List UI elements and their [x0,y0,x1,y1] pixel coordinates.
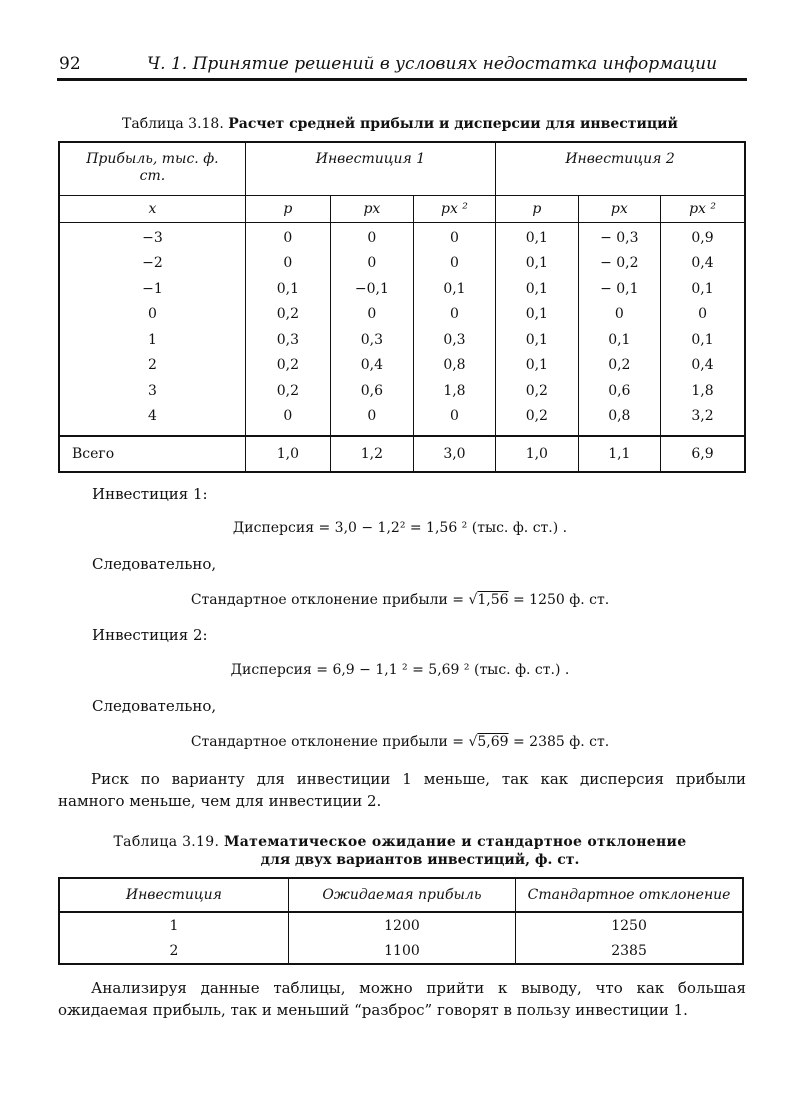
table-cell: 0 [330,404,413,437]
table-cell: 0,2 [578,353,660,379]
table2-caption-line2: для двух вариантов инвестиций, ф. ст. [260,852,580,868]
total-cell: 1,0 [496,436,578,472]
table-cell: 0,3 [413,327,495,353]
table-cell: − 0,3 [578,223,660,251]
table-cell: 0,2 [496,378,578,404]
subheader-4: p [496,196,578,223]
table-cell: 0,1 [496,251,578,277]
subheader-3: px ² [413,196,495,223]
header-investment-1: Инвестиция 1 [245,142,495,196]
subheader-5: px [578,196,660,223]
table-cell: 0,4 [330,353,413,379]
std1-radicand: 1,56 [477,592,509,608]
std1-suffix: = 1250 ф. ст. [508,592,610,608]
therefore-1: Следовательно, [92,555,217,573]
table-cell: 0,1 [661,276,745,302]
table-cell: 1 [59,327,245,353]
table-cell: 0,1 [496,327,578,353]
table2-header-0: Инвестиция [59,878,288,912]
table1-caption-title: Расчет средней прибыли и дисперсии для инвестиций [228,116,678,132]
table-cell: 1 [59,912,288,938]
table-cell: 0,2 [496,404,578,437]
table-cell: 1,8 [413,378,495,404]
table-cell: 0,2 [245,302,330,328]
table2-caption-line1: Математическое ожидание и стандартное отклонение [223,834,687,850]
table-cell: 0,3 [245,327,330,353]
table2-header-1: Ожидаемая прибыль [288,878,515,912]
table-cell: 3,2 [661,404,745,437]
table-row [59,912,743,938]
table-cell: 0 [413,302,495,328]
variance-formula-1: Дисперсия = 3,0 − 1,2² = 1,56 ² (тыс. ф. ст.) . [232,520,568,536]
variance-formula-2: Дисперсия = 6,9 − 1,1 ² = 5,69 ² (тыс. ф. ст.) . [230,662,570,678]
table-cell: 0,4 [661,251,745,277]
table-cell: 0 [330,302,413,328]
std-formula-2 [0,734,800,750]
page-header [57,48,747,81]
table-row [59,251,745,277]
table-cell: −2 [59,251,245,277]
table2-header-2: Стандартное отклонение [516,878,743,912]
table-cell: 0,2 [245,378,330,404]
table-cell: −0,1 [330,276,413,302]
table1-caption-prefix: Таблица 3.18. [122,116,224,132]
std1-prefix: Стандартное отклонение прибыли = √ [190,592,478,608]
table-cell: 0,1 [496,353,578,379]
table-cell: 0 [413,404,495,437]
table-cell: 0 [245,223,330,251]
table1-caption [0,116,800,132]
table-cell: 0,2 [245,353,330,379]
table-expected-profit-std [58,877,744,965]
table-cell: 0 [413,251,495,277]
table-row [59,327,745,353]
table2-caption [0,834,800,850]
table-cell: 0,8 [578,404,660,437]
table2-caption-prefix: Таблица 3.19. [113,834,220,850]
table-cell: − 0,2 [578,251,660,277]
table-cell: 0,6 [330,378,413,404]
table-cell: 0 [330,223,413,251]
table-cell: 0,1 [496,276,578,302]
total-cell: 1,1 [578,436,660,472]
table2-caption-cont [0,852,800,868]
table-cell: −1 [59,276,245,302]
table-cell: 0,1 [496,302,578,328]
therefore-2: Следовательно, [92,697,217,715]
table-row [59,276,745,302]
table-cell: 0 [59,302,245,328]
table-row [59,404,745,437]
table-cell: 1250 [611,917,647,934]
table-cell: 0 [578,302,660,328]
total-cell: 6,9 [661,436,745,472]
table-cell: 0,1 [413,276,495,302]
table-cell: 0 [661,302,745,328]
table-cell: 4 [59,404,245,437]
table-cell: 1,8 [661,378,745,404]
table-cell: 1100 [288,938,515,964]
table-cell: 0,3 [330,327,413,353]
table-cell: 0,6 [578,378,660,404]
table-cell: 0,1 [661,327,745,353]
header-profit: Прибыль, тыс. ф. ст. [59,142,245,196]
subheader-1: p [245,196,330,223]
table-cell: 0,1 [578,327,660,353]
running-title: Ч. 1. Принятие решений в условиях недостатка информации [147,54,718,74]
table-cell: −3 [59,223,245,251]
table-cell: 1200 [288,912,515,938]
total-cell: 1,2 [330,436,413,472]
table-cell: 0 [413,223,495,251]
subheader-2: px [330,196,413,223]
table-cell: 2 [59,353,245,379]
table-cell: 0,8 [413,353,495,379]
table-cell: 0,1 [245,276,330,302]
table-cell: − 0,1 [578,276,660,302]
conclusion-paragraph: Анализируя данные таблицы, можно прийти к выводу, что как большая ожидаемая прибыль, так и меньший “разброс” говорят в пользу инвестиции 1. [58,979,746,1019]
table-row [59,302,745,328]
page-number: 92 [59,54,81,74]
table-cell: 0,4 [661,353,745,379]
table-cell: 0 [245,251,330,277]
table-cell: 2 [59,938,288,964]
table-row [59,223,745,251]
std2-prefix: Стандартное отклонение прибыли = √ [190,734,478,750]
total-cell: 1,0 [245,436,330,472]
total-row [59,436,745,472]
investment-2-label: Инвестиция 2: [92,626,208,644]
table-cell: 0 [245,404,330,437]
table-cell: 0,1 [496,223,578,251]
subheader-0: x [59,196,245,223]
table-cell: 2385 [611,942,647,959]
table-row [59,378,745,404]
table-investment-variance [58,141,746,473]
table-row [59,353,745,379]
subheader-6: px ² [661,196,745,223]
std2-radicand: 5,69 [477,734,509,750]
table-cell: 0,9 [661,223,745,251]
std2-suffix: = 2385 ф. ст. [508,734,610,750]
table-cell: 3 [59,378,245,404]
std-formula-1 [0,592,800,608]
investment-1-label: Инвестиция 1: [92,485,208,503]
table-row [59,938,743,964]
table-cell: 0 [330,251,413,277]
total-label: Всего [59,436,245,472]
risk-paragraph: Риск по варианту для инвестиции 1 меньше, так как дисперсия прибыли намного меньше, чем для инвестиции 2. [58,770,746,810]
header-investment-2: Инвестиция 2 [496,142,745,196]
total-cell: 3,0 [413,436,495,472]
